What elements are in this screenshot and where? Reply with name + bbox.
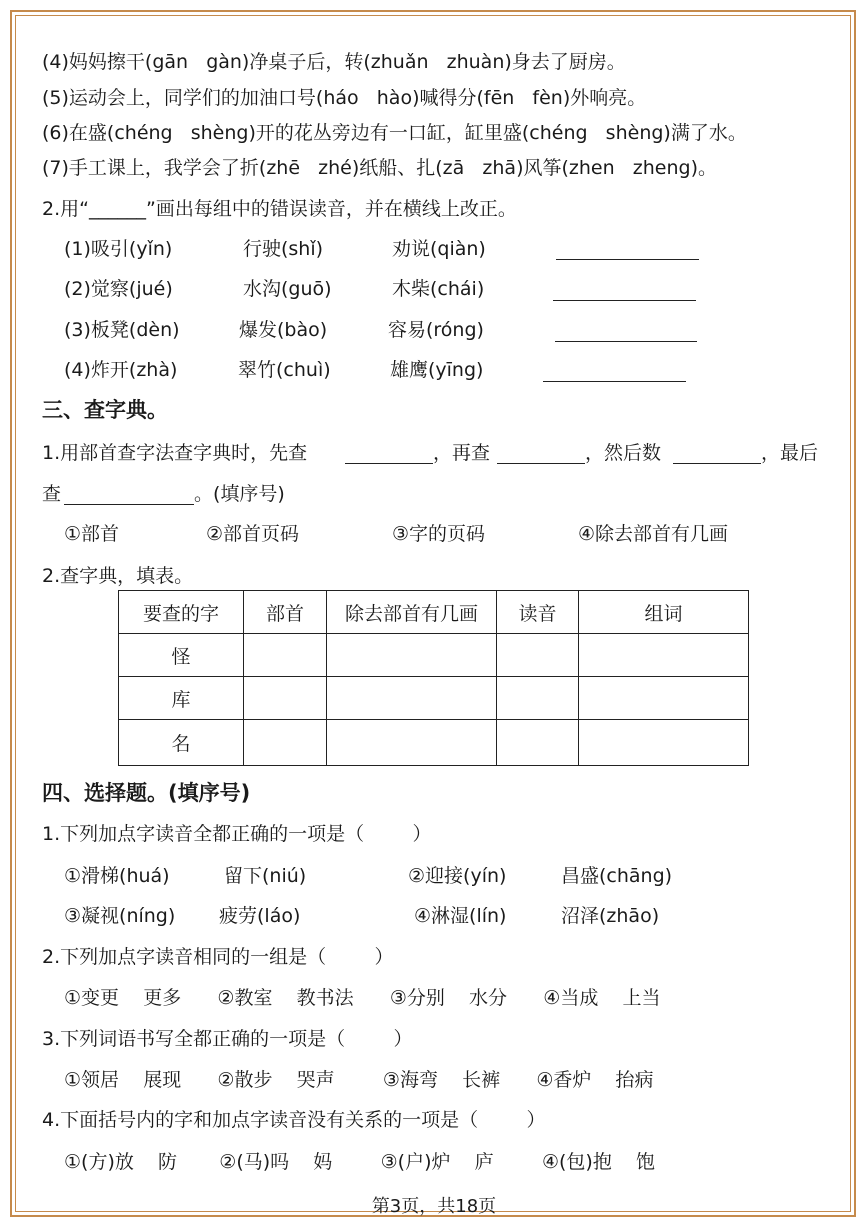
q2-row3-answer-blank[interactable] [555, 341, 697, 342]
table-cell-input[interactable] [497, 677, 579, 720]
s3-q1-blank-4[interactable] [64, 504, 194, 505]
s3-q1-blank-1[interactable] [345, 463, 433, 464]
q2-row3-col1: (3)板凳(dèn) [64, 319, 180, 341]
s3-q1-blank-2[interactable] [497, 463, 585, 464]
q2-row4-col2: 翠竹(chuì) [238, 359, 331, 381]
table-cell-input[interactable] [497, 720, 579, 766]
section-4-heading: 四、选择题。(填序号) [42, 781, 251, 805]
page-footer: 第3页，共18页 [371, 1196, 497, 1217]
s3-option-1: ①部首 [64, 523, 120, 545]
table-cell-input[interactable] [497, 634, 579, 677]
s4-q1-opt: 留下(niú) [224, 865, 307, 887]
s4-q1-opt: 沼泽(zhāo) [561, 905, 660, 927]
table-cell-input[interactable] [579, 634, 749, 677]
q2-row2-col2: 水沟(guō) [243, 278, 332, 300]
q2-row1-col2: 行驶(shǐ) [243, 238, 324, 260]
q2-row2-col3: 木柴(chái) [392, 278, 485, 300]
s4-q1-opt: ①滑梯(huá) [64, 865, 170, 887]
s4-q3: 3.下列词语书写全都正确的一项是（ ） [42, 1028, 413, 1050]
s3-q1-blank-3[interactable] [673, 463, 761, 464]
s3-option-2: ②部首页码 [206, 523, 300, 545]
s3-q1-text-d: ，最后 [761, 442, 819, 464]
table-header: 要查的字 [119, 591, 244, 634]
q2-row1-answer-blank[interactable] [556, 259, 699, 260]
s3-q2-text: 2.查字典，填表。 [42, 565, 194, 587]
line-q7: (7)手工课上，我学会了折(zhē zhé)纸船、扎(zā zhā)风筝(zhen zheng)。 [42, 157, 717, 179]
s4-q1-opt: 昌盛(chāng) [561, 865, 673, 887]
section-3-heading: 三、查字典。 [42, 398, 168, 422]
table-cell-char: 怪 [119, 634, 244, 677]
table-cell-input[interactable] [327, 720, 497, 766]
line-q4: (4)妈妈擦干(gān gàn)净桌子后，转(zhuǎn zhuàn)身去了厨房。 [42, 51, 626, 73]
s4-q4: 4.下面括号内的字和加点字读音没有关系的一项是（ ） [42, 1109, 546, 1131]
q2-row2-col1: (2)觉察(jué) [64, 278, 173, 300]
s4-q4-options: ①(方)放 防 ②(马)吗 妈 ③(户)炉 庐 ④(包)抱 饱 [64, 1151, 655, 1173]
table-header: 读音 [497, 591, 579, 634]
q2-row4-answer-blank[interactable] [543, 381, 686, 382]
s4-q2-options: ①变更 更多 ②教室 教书法 ③分别 水分 ④当成 上当 [64, 987, 661, 1009]
s3-q1-text-b: ，再查 [433, 442, 491, 464]
table-header: 组词 [579, 591, 749, 634]
dictionary-table [118, 590, 749, 766]
table-cell-char: 名 [119, 720, 244, 766]
s4-q1-opt: 疲劳(láo) [219, 905, 301, 927]
table-cell-input[interactable] [579, 677, 749, 720]
table-cell-input[interactable] [244, 720, 327, 766]
table-header: 除去部首有几画 [327, 591, 497, 634]
q2-row4-col3: 雄鹰(yīng) [390, 359, 484, 381]
q2-row3-col2: 爆发(bào) [239, 319, 328, 341]
s4-q1-opt: ②迎接(yín) [408, 865, 507, 887]
q2-row1-col1: (1)吸引(yǐn) [64, 238, 173, 260]
s4-q2: 2.下列加点字读音相同的一组是（ ） [42, 946, 394, 968]
s4-q3-options: ①领居 展现 ②散步 哭声 ③海弯 长裤 ④香炉 抬病 [64, 1069, 654, 1091]
s4-q1-opt: ③凝视(níng) [64, 905, 176, 927]
s3-q1-text-e: 查 [42, 483, 62, 505]
table-cell-input[interactable] [579, 720, 749, 766]
line-q6: (6)在盛(chéng shèng)开的花丛旁边有一口缸，缸里盛(chéng shèng)满了水。 [42, 122, 747, 144]
s3-option-3: ③字的页码 [392, 523, 486, 545]
s4-q1: 1.下列加点字读音全都正确的一项是（ ） [42, 823, 432, 845]
q2-row1-col3: 劝说(qiàn) [392, 238, 486, 260]
question-2-instruction: 2.用“______”画出每组中的错误读音，并在横线上改正。 [42, 198, 517, 220]
q2-row3-col3: 容易(róng) [388, 319, 484, 341]
s3-option-4: ④除去部首有几画 [578, 523, 729, 545]
s4-q1-opt: ④淋湿(lín) [414, 905, 507, 927]
q2-row4-col1: (4)炸开(zhà) [64, 359, 178, 381]
s3-q1-text-c: ，然后数 [585, 442, 662, 464]
s3-q1-text-a: 1.用部首查字法查字典时，先查 [42, 442, 308, 464]
table-cell-char: 库 [119, 677, 244, 720]
table-cell-input[interactable] [244, 634, 327, 677]
table-cell-input[interactable] [327, 677, 497, 720]
q2-row2-answer-blank[interactable] [553, 300, 696, 301]
line-q5: (5)运动会上，同学们的加油口号(háo hào)喊得分(fēn fèn)外响亮。 [42, 87, 647, 109]
s3-q1-text-f: 。(填序号) [194, 483, 285, 505]
table-header: 部首 [244, 591, 327, 634]
table-cell-input[interactable] [244, 677, 327, 720]
table-cell-input[interactable] [327, 634, 497, 677]
